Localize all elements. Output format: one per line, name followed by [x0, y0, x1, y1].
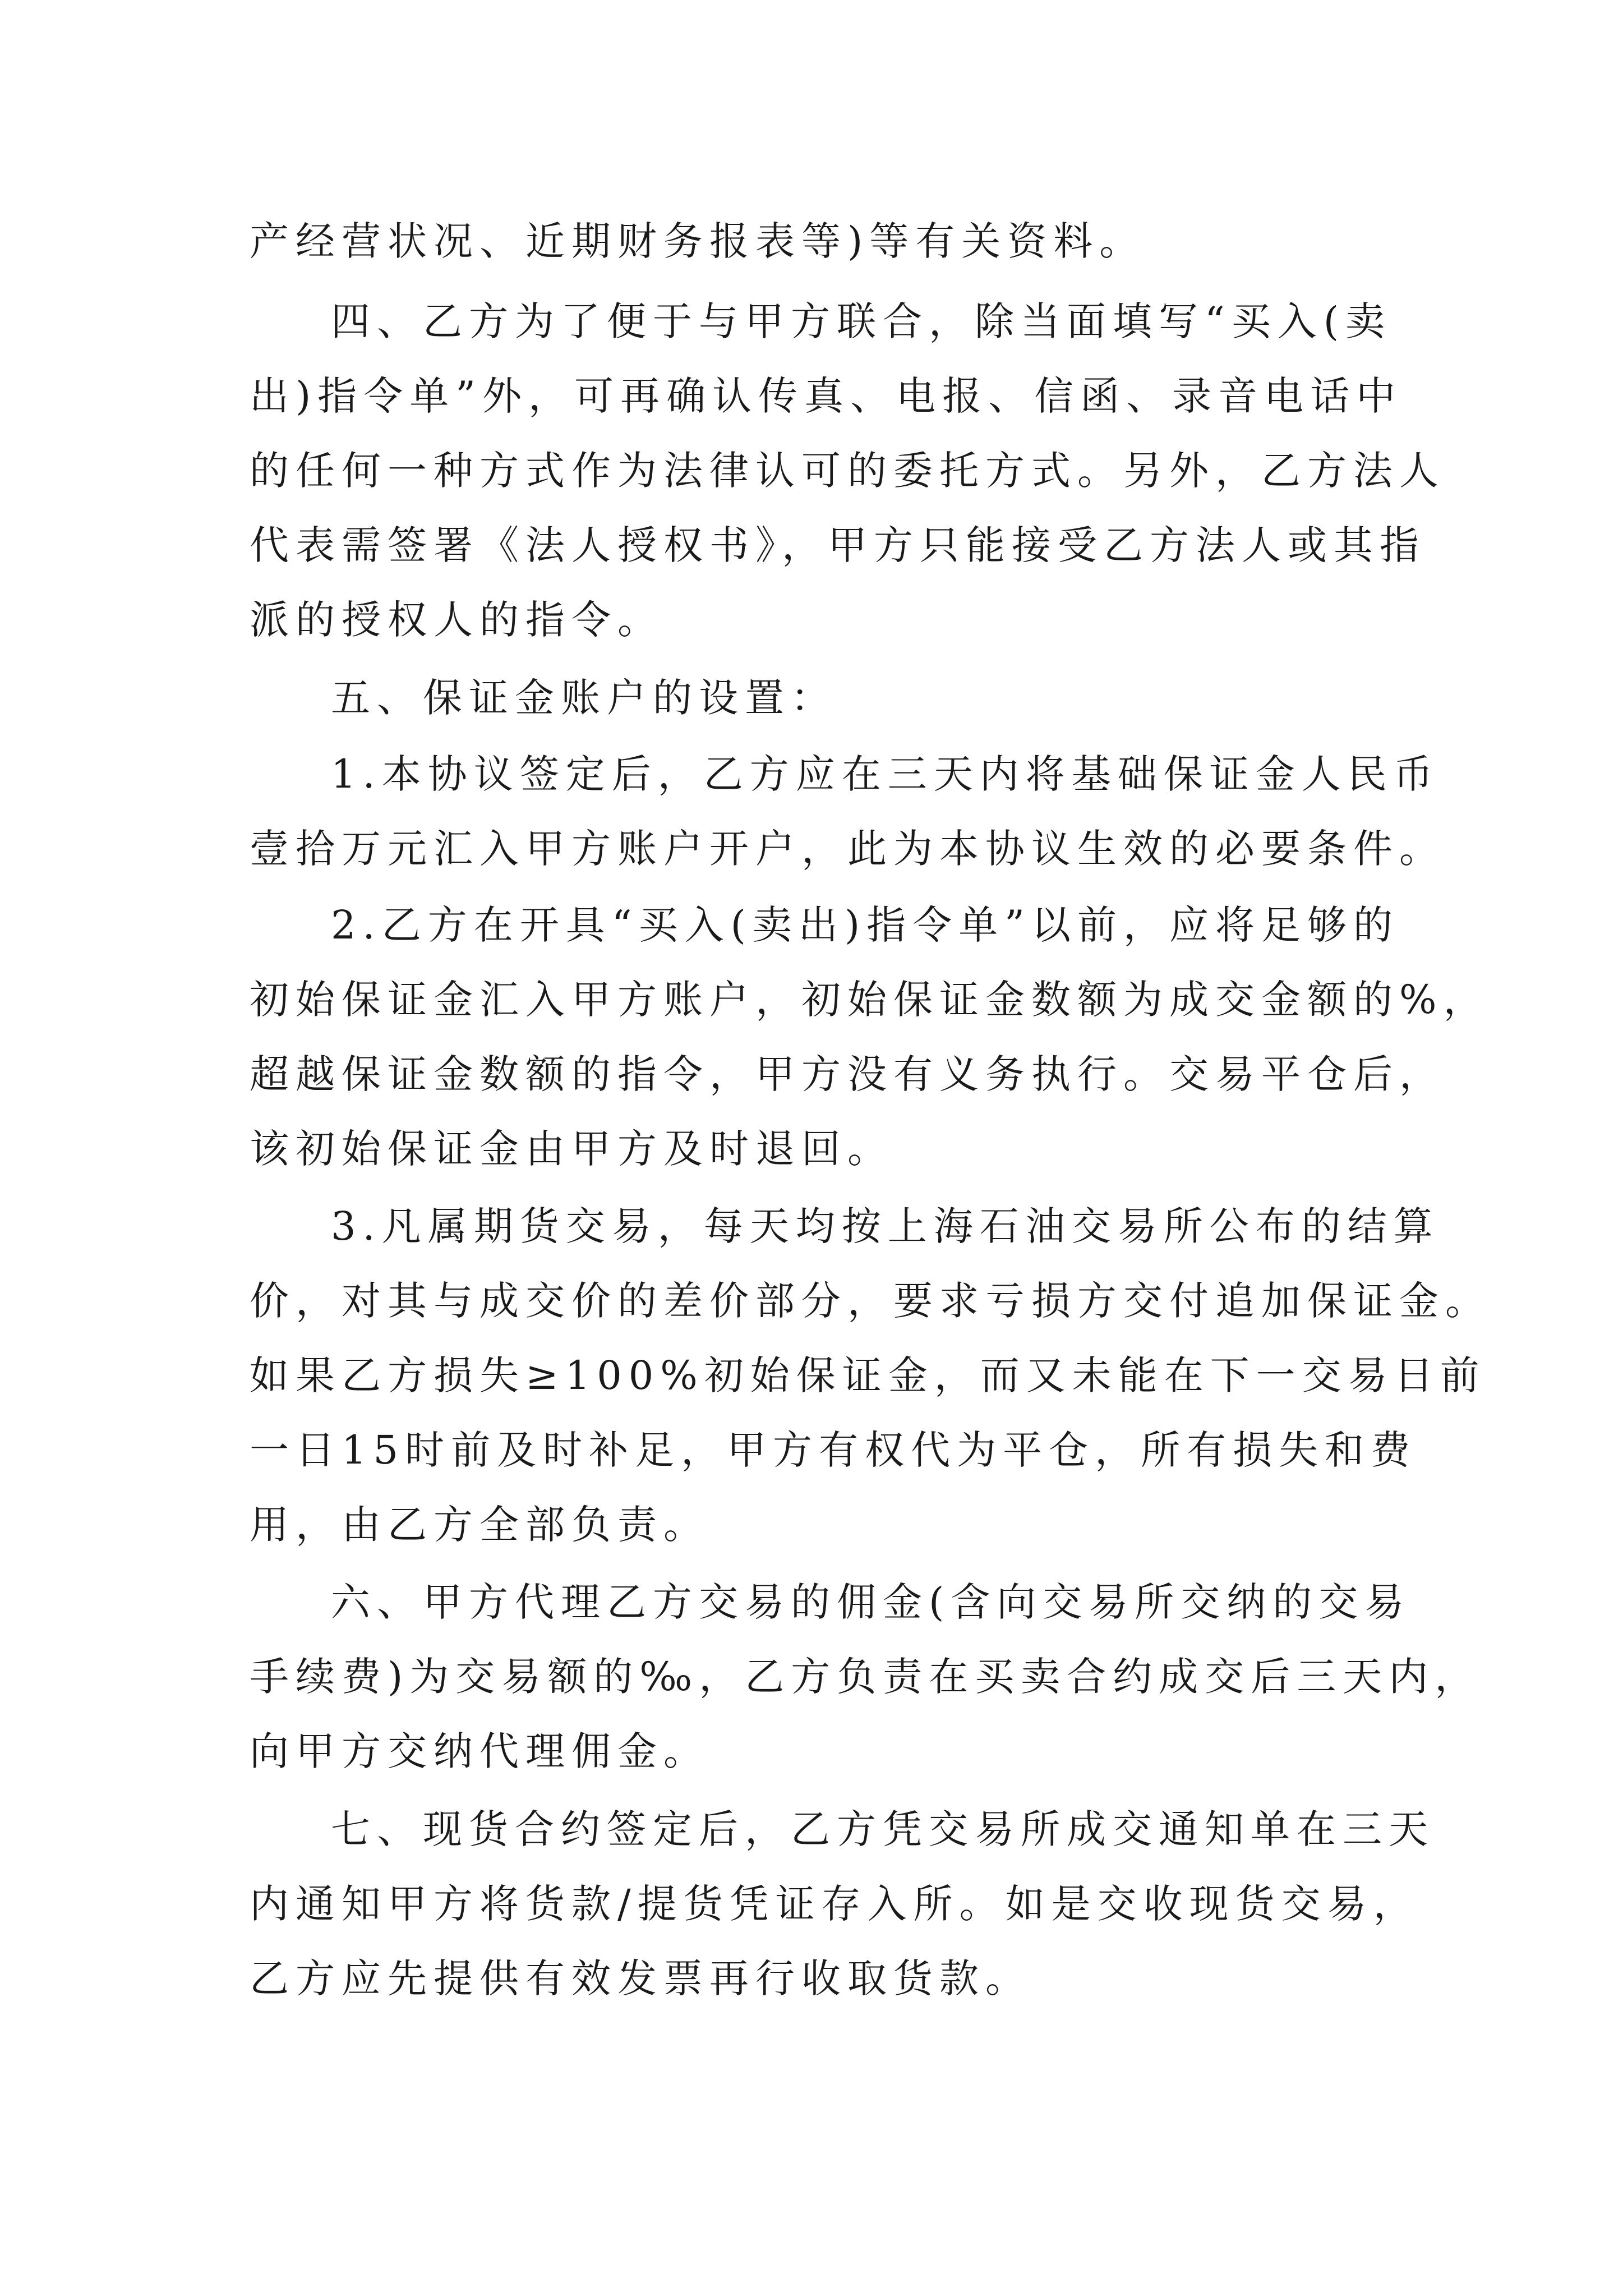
text-line: 出)指令单”外，可再确认传真、电报、信函、录音电话中 — [250, 373, 1403, 419]
clause-6-line: 六、甲方代理乙方交易的佣金(含向交易所交纳的交易 — [331, 1579, 1411, 1625]
text-line: 初始保证金汇入甲方账户，初始保证金数额为成交金额的%， — [250, 977, 1490, 1023]
text-line: 如果乙方损失≥100%初始保证金，而又未能在下一交易日前 — [250, 1352, 1486, 1398]
text-line: 派的授权人的指令。 — [250, 597, 663, 643]
clause-5-1-line: 1.本协议签定后，乙方应在三天内将基础保证金人民币 — [331, 751, 1440, 797]
clause-4-line: 四、乙方为了便于与甲方联合，除当面填写“买入(卖 — [331, 298, 1392, 344]
clause-5-heading: 五、保证金账户的设置： — [331, 675, 837, 721]
text-line: 内通知甲方将货款/提货凭证存入所。如是交收现货交易， — [250, 1881, 1419, 1927]
clause-5-3-line: 3.凡属期货交易，每天均按上海石油交易所公布的结算 — [331, 1203, 1440, 1249]
text-line: 壹拾万元汇入甲方账户开户，此为本协议生效的必要条件。 — [250, 826, 1445, 872]
text-line: 价，对其与成交价的差价部分，要求亏损方交付追加保证金。 — [250, 1278, 1491, 1324]
text-line: 代表需签署《法人授权书》，甲方只能接受乙方法人或其指 — [250, 522, 1426, 568]
text-line: 乙方应先提供有效发票再行收取货款。 — [250, 1955, 1031, 2001]
text-line: 该初始保证金由甲方及时退回。 — [250, 1126, 893, 1172]
clause-5-2-line: 2.乙方在开具“买入(卖出)指令单”以前，应将足够的 — [331, 902, 1399, 948]
clause-7-line: 七、现货合约签定后，乙方凭交易所成交通知单在三天 — [331, 1806, 1435, 1852]
text-line: 手续费)为交易额的‰，乙方负责在买卖合约成交后三天内， — [250, 1654, 1481, 1700]
text-line: 一日15时前及时补足，甲方有权代为平仓，所有损失和费 — [250, 1427, 1417, 1473]
text-line: 用，由乙方全部负责。 — [250, 1502, 709, 1548]
text-line: 的任何一种方式作为法律认可的委托方式。另外，乙方法人 — [250, 448, 1445, 494]
text-line: 向甲方交纳代理佣金。 — [250, 1728, 709, 1774]
text-line: 超越保证金数额的指令，甲方没有义务执行。交易平仓后， — [250, 1051, 1445, 1097]
text-line: 产经营状况、近期财务报表等)等有关资料。 — [250, 218, 1146, 264]
